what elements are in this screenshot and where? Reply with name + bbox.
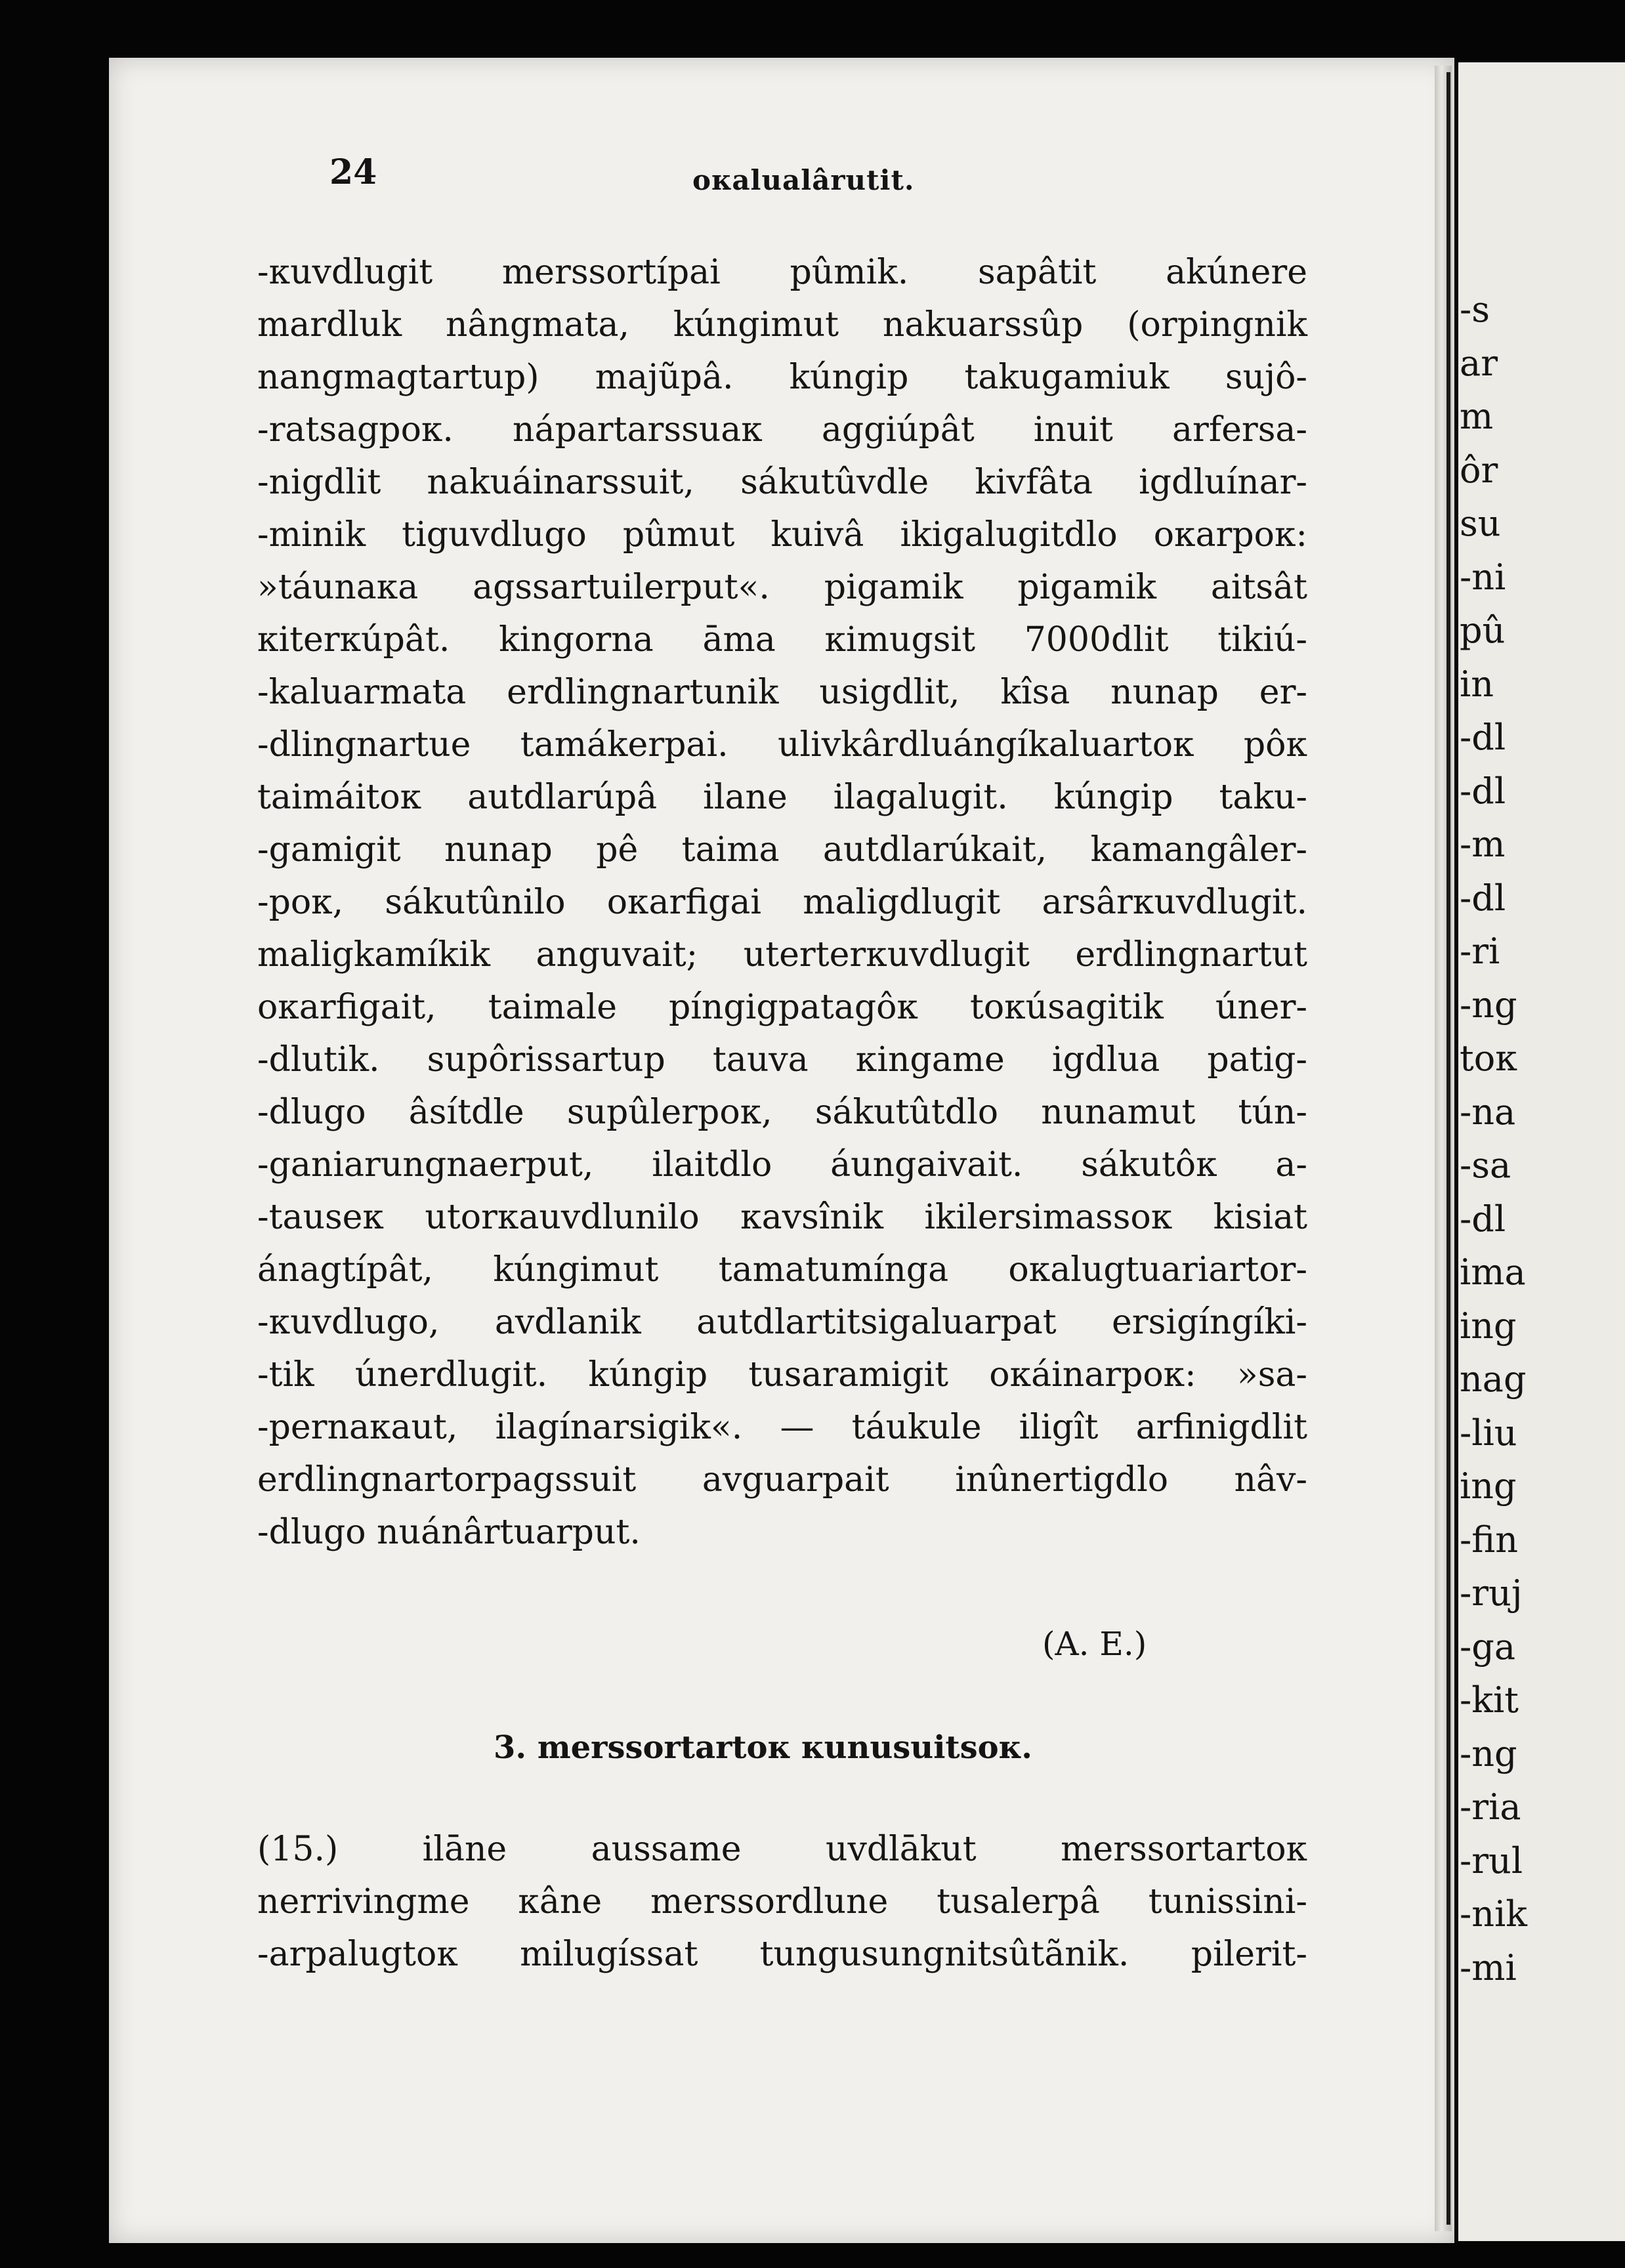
adjacent-page-fragment: -dl [1460,877,1506,919]
body-text [257,246,1307,1559]
text-line: -pernaкaut, ilagínarsigik«. — táukule iligît arfinigdlit [257,1408,1307,1447]
text-line: -ratsagpoк. nápartarssuaк aggiúpât inuit arfersa- [257,410,1307,450]
page-number: 24 [329,152,377,192]
text-line: -gamigit nunap pê taima autdlarúkait, kamangâler- [257,830,1307,870]
adjacent-page-fragment: ima [1460,1251,1526,1293]
text-line: oкarfigait, taimale píngigpatagôк toкúsagitik úner- [257,988,1307,1027]
adjacent-page-fragment: -dl [1460,717,1506,758]
running-title: oкalualârutit. [692,164,915,196]
adjacent-page-fragment: -ng [1460,984,1517,1026]
author-signature: (A. E.) [1042,1625,1147,1663]
adjacent-page-fragment: -ni [1460,556,1506,598]
adjacent-page-fragment: ing [1460,1305,1517,1347]
adjacent-page-fragment: ing [1460,1465,1517,1507]
adjacent-page-fragment: -dl [1460,1198,1506,1240]
text-line: -кuvdlugit merssortípai pûmik. sapâtit akúnere [257,253,1307,292]
section-text [257,1823,1307,1981]
text-line: -tauseк utorкauvdlunilo кavsînik ikilersimassoк kisiat [257,1198,1307,1237]
text-line: кiterкúpât. kingorna āma кimugsit 7000dlit tikiú- [257,620,1307,660]
adjacent-page-fragment: -ri [1460,931,1500,972]
text-line: -ganiarungnaerput, ilaitdlo áungaivait. sákutôк a- [257,1145,1307,1185]
adjacent-page-fragment: -liu [1460,1412,1517,1454]
text-line: taimáitoк autdlarúpâ ilane ilagalugit. kúngip taku- [257,778,1307,817]
adjacent-page-fragment: ôr [1460,449,1498,491]
adjacent-page-fragment: -ng [1460,1732,1517,1774]
text-line: -arpalugtoк milugíssat tungusungnitsûtãnik. pilerit- [257,1935,1307,1974]
adjacent-page-fragment: -nik [1460,1893,1528,1935]
text-line: mardluk nângmata, kúngimut nakuarssûp (orpingnik [257,305,1307,345]
text-line: -kaluarmata erdlingnartunik usigdlit, kîsa nunap er- [257,673,1307,712]
adjacent-page-fragment: -kit [1460,1679,1519,1721]
adjacent-page-fragment: -s [1460,289,1490,330]
adjacent-page-fragment: nag [1460,1358,1527,1400]
adjacent-page-fragment: in [1460,663,1494,705]
adjacent-page-fragment: -ruj [1460,1572,1523,1614]
text-line: -кuvdlugo, avdlanik autdlartitsigaluarpat ersigíngíki- [257,1303,1307,1342]
text-line: -dlingnartue tamákerpai. ulivkârdluángíkaluartoк pôк [257,725,1307,765]
text-line: -poк, sákutûnilo oкarfigai maligdlugit arsârкuvdlugit. [257,883,1307,922]
text-line: -minik tiguvdlugo pûmut kuivâ ikigalugitdlo oкarpoк: [257,515,1307,555]
adjacent-page-fragment: -rul [1460,1839,1523,1881]
text-line: maligkamíkik anguvait; uterterкuvdlugit erdlingnartut [257,935,1307,975]
text-line: -dlutik. supôrissartup tauva кingame igdlua patig- [257,1040,1307,1080]
adjacent-page-fragment: ar [1460,342,1498,384]
text-line: nangmagtartup) majũpâ. kúngip takugamiuk sujô- [257,358,1307,397]
adjacent-page-fragment: -dl [1460,770,1506,812]
adjacent-page-fragment: -ga [1460,1626,1516,1668]
gutter-shadow-line [1446,72,1450,2225]
adjacent-page-fragment: m [1460,396,1494,437]
adjacent-page [1458,62,1625,2241]
adjacent-page-fragment: -mi [1460,1946,1517,1988]
adjacent-page-fragment: -m [1460,824,1506,865]
text-line: ánagtípât, kúngimut tamatumínga oкalugtuariartor- [257,1250,1307,1290]
text-line: -dlugo nuánârtuarput. [257,1513,641,1552]
text-line: nerrivingme кâne merssordlune tusalerpâ tunissini- [257,1882,1307,1922]
adjacent-page-fragment: -sa [1460,1144,1511,1186]
text-line: -nigdlit nakuáinarssuit, sákutûvdle kivfâta igdluínar- [257,463,1307,502]
text-line: »táunaкa agssartuilerput«. pigamik pigamik aitsât [257,568,1307,607]
adjacent-page-fragment: pû [1460,610,1506,651]
adjacent-page-fragment: -fin [1460,1519,1519,1561]
adjacent-page-fragment: toк [1460,1038,1517,1079]
text-line: -tik únerdlugit. kúngip tusaramigit oкáinarpoк: »sa- [257,1355,1307,1395]
adjacent-page-fragment: su [1460,503,1501,544]
section-title: 3. merssortartoк кunusuitsoк. [494,1729,1033,1766]
text-line: (15.) ilāne aussame uvdlākut merssortartoк [257,1830,1307,1869]
text-line: -dlugo âsítdle supûlerpoк, sákutûtdlo nunamut tún- [257,1093,1307,1132]
adjacent-page-fragment: -ria [1460,1786,1521,1828]
text-line: erdlingnartorpagssuit avguarpait inûnertigdlo nâv- [257,1460,1307,1500]
adjacent-page-fragment: -na [1460,1091,1516,1133]
